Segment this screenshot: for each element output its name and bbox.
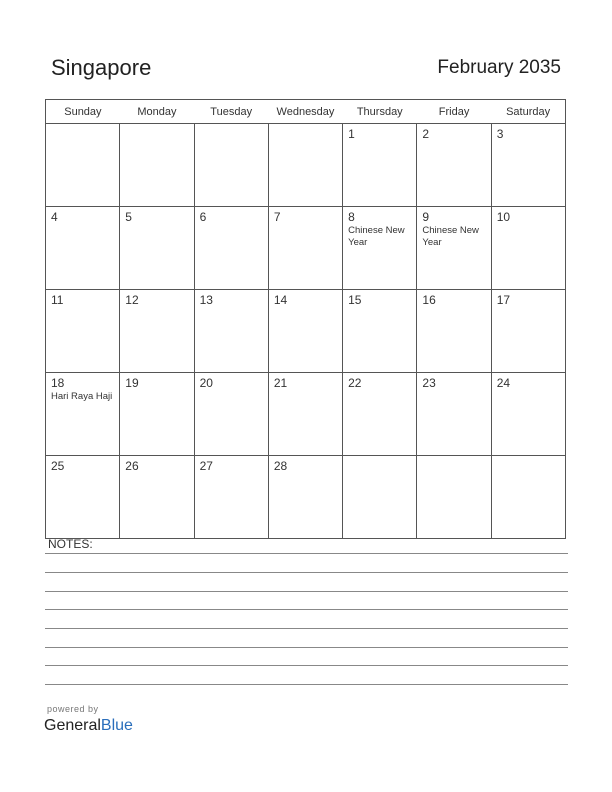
day-cell[interactable]: [194, 207, 268, 290]
day-cell[interactable]: [343, 207, 417, 290]
note-line: [45, 684, 568, 685]
calendar-grid: [45, 99, 566, 539]
day-number: 28: [273, 459, 288, 473]
note-line: [45, 647, 568, 648]
day-number: 20: [199, 376, 213, 390]
day-cell[interactable]: [268, 207, 342, 290]
note-line: [45, 572, 568, 573]
day-cell[interactable]: [46, 373, 120, 456]
day-cell[interactable]: [120, 290, 194, 373]
page-title-month: February 2035: [437, 57, 561, 78]
holiday-label: Chinese New Year: [422, 225, 479, 248]
day-number: 2: [422, 127, 430, 141]
holiday-label: Chinese New Year: [348, 225, 405, 248]
day-cell[interactable]: [343, 373, 417, 456]
day-number: 16: [422, 293, 436, 307]
notes-label: NOTES:: [48, 537, 93, 551]
weekday-header: Thursday: [343, 100, 417, 124]
day-cell[interactable]: [268, 290, 342, 373]
day-cell[interactable]: [268, 456, 342, 539]
day-cell[interactable]: [194, 290, 268, 373]
day-cell[interactable]: [120, 456, 194, 539]
note-line: [45, 609, 568, 610]
note-line: [45, 665, 568, 666]
day-cell[interactable]: [491, 124, 565, 207]
page-title-country: Singapore: [51, 55, 152, 80]
day-number: 19: [125, 376, 139, 390]
day-number: 22: [348, 376, 362, 390]
day-cell[interactable]: [343, 290, 417, 373]
day-cell: [343, 456, 417, 539]
day-cell[interactable]: [417, 373, 491, 456]
week-row: [46, 124, 566, 207]
day-cell[interactable]: [46, 290, 120, 373]
week-row: [46, 207, 566, 290]
day-number: 17: [496, 293, 511, 307]
week-row: [46, 373, 566, 456]
day-number: 7: [273, 210, 281, 224]
day-number: 13: [199, 293, 213, 307]
day-number: 27: [199, 459, 213, 473]
brand-general: General: [44, 717, 101, 734]
day-cell: [491, 456, 565, 539]
day-cell: [46, 124, 120, 207]
day-cell: [417, 456, 491, 539]
day-cell[interactable]: [417, 207, 491, 290]
holiday-label: Hari Raya Haji: [51, 391, 113, 402]
week-row: [46, 456, 566, 539]
day-cell[interactable]: [491, 373, 565, 456]
day-cell[interactable]: [194, 373, 268, 456]
weekday-header: Saturday: [491, 100, 565, 124]
day-number: 1: [348, 127, 355, 141]
day-number: 9: [422, 210, 430, 224]
day-number: 6: [199, 210, 207, 224]
day-cell[interactable]: [343, 124, 417, 207]
day-cell: [120, 124, 194, 207]
weekday-header-row: [46, 100, 566, 124]
day-cell[interactable]: [46, 207, 120, 290]
weekday-header: Monday: [120, 100, 194, 124]
day-cell: [194, 124, 268, 207]
day-number: 5: [125, 210, 132, 224]
day-number: 15: [348, 293, 362, 307]
day-number: 11: [51, 293, 64, 307]
day-number: 18: [51, 376, 65, 390]
day-cell[interactable]: [46, 456, 120, 539]
day-number: 25: [51, 459, 65, 473]
day-number: 10: [496, 210, 511, 224]
day-cell[interactable]: [268, 373, 342, 456]
day-cell[interactable]: [491, 207, 565, 290]
weekday-header: Sunday: [46, 100, 120, 124]
day-cell[interactable]: [417, 124, 491, 207]
day-cell[interactable]: [491, 290, 565, 373]
week-row: [46, 290, 566, 373]
weekday-header: Friday: [417, 100, 491, 124]
day-number: 23: [422, 376, 436, 390]
day-cell[interactable]: [120, 207, 194, 290]
weekday-header: Tuesday: [194, 100, 268, 124]
note-line: [45, 628, 568, 629]
day-cell[interactable]: [417, 290, 491, 373]
powered-by-text: powered by: [47, 704, 99, 714]
day-cell[interactable]: [120, 373, 194, 456]
day-number: 3: [496, 127, 504, 141]
brand-blue: Blue: [100, 717, 133, 734]
note-line: [45, 591, 568, 592]
day-number: 21: [273, 376, 288, 390]
day-number: 26: [125, 459, 139, 473]
day-number: 14: [273, 293, 288, 307]
brand-logo[interactable]: [44, 717, 133, 735]
note-line: [45, 553, 568, 554]
day-cell[interactable]: [194, 456, 268, 539]
day-cell: [268, 124, 342, 207]
day-number: 4: [51, 210, 58, 224]
weekday-header: Wednesday: [268, 100, 342, 124]
day-number: 8: [348, 210, 355, 224]
day-number: 12: [125, 293, 139, 307]
day-number: 24: [496, 376, 511, 390]
